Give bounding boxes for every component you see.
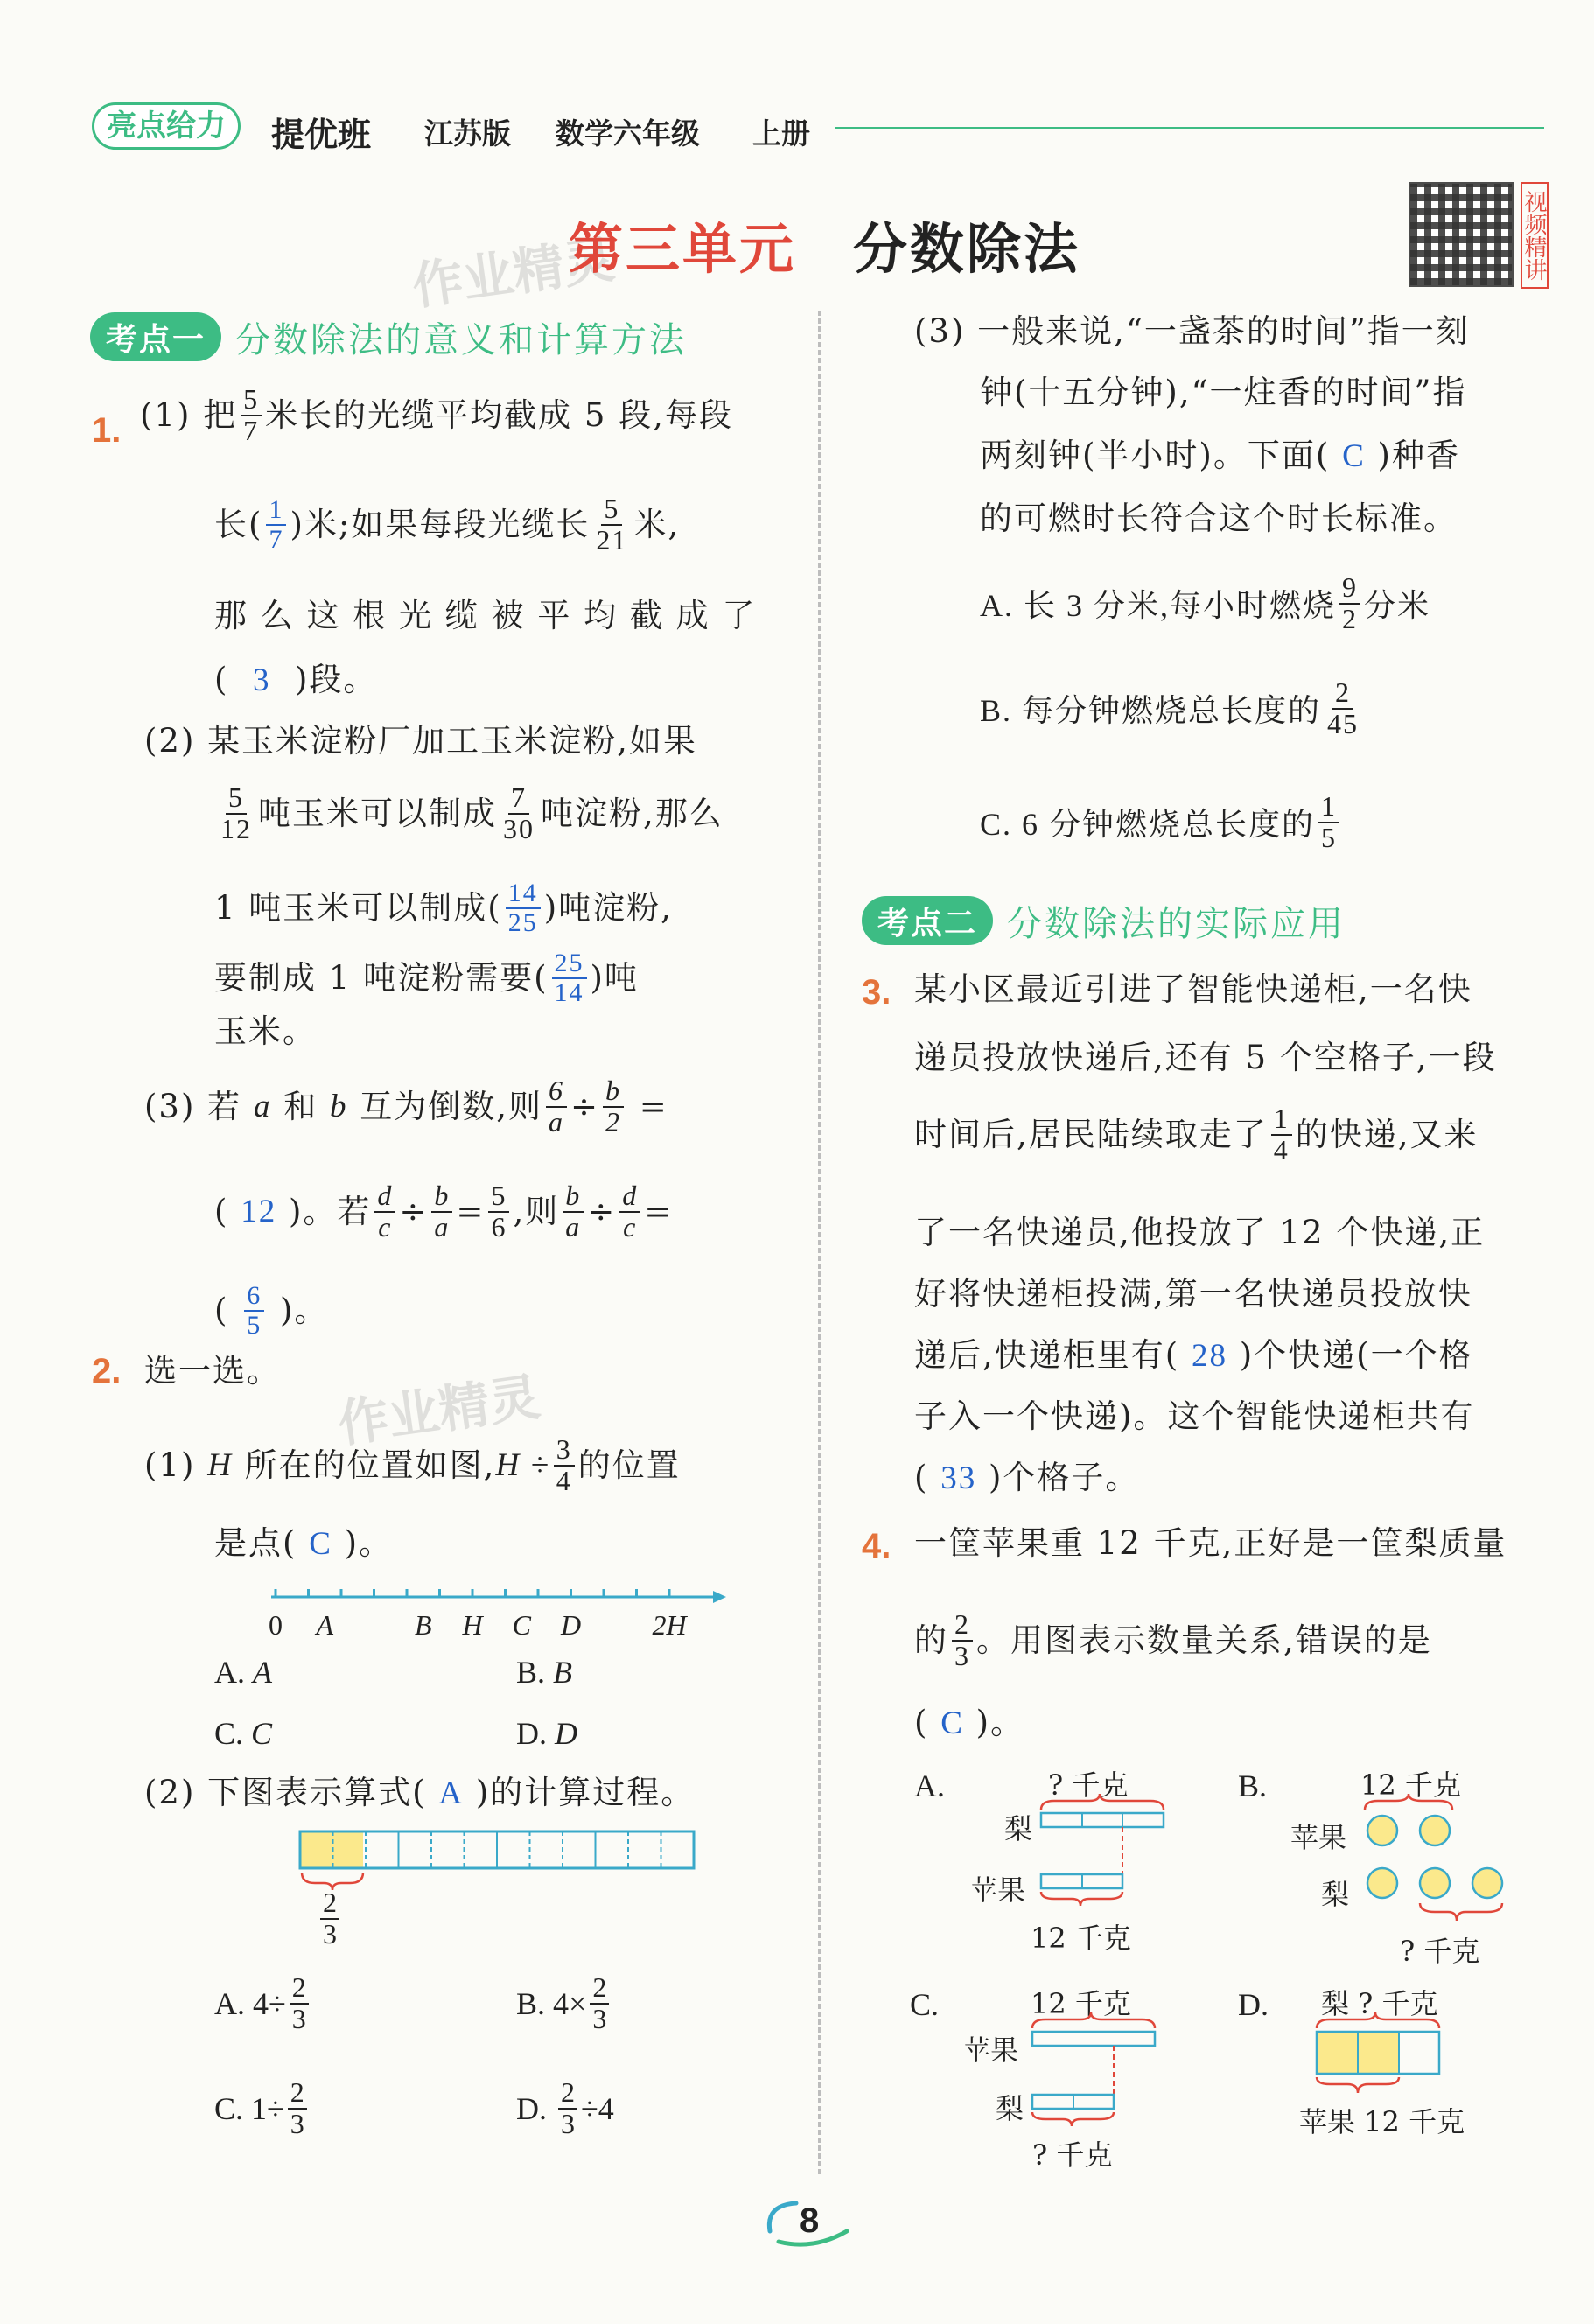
number-line-label: 0: [269, 1609, 283, 1641]
q1-p2-line1: (2) 某玉米淀粉厂加工玉米淀粉,如果: [144, 722, 697, 760]
q4-d-bottom: 苹果 12 千克: [1299, 2105, 1465, 2138]
q1r-line4: 的可燃时长符合这个时长标准。: [980, 500, 1458, 537]
watermark: 作业精灵: [334, 1368, 544, 1453]
header-brand: 提优班: [271, 117, 372, 154]
qr-code[interactable]: [1409, 182, 1514, 287]
header-edition: 江苏版: [424, 117, 511, 150]
q3-line2: 递员投放快递后,还有 5 个空格子,一段: [914, 1039, 1497, 1076]
kp1-title: 分数除法的意义和计算方法: [235, 320, 688, 360]
answer-fill: 33: [940, 1460, 977, 1496]
qr-label: 视频精讲: [1521, 182, 1549, 289]
q4-c-bottom: ? 千克: [1032, 2138, 1113, 2172]
q1r-line1: (3) 一般来说,“一盏茶的时间”指一刻: [914, 312, 1470, 350]
q2-option-b[interactable]: B. B: [516, 1655, 573, 1690]
q1r-option-b[interactable]: B. 每分钟燃烧总长度的 2 45: [980, 676, 1360, 739]
q2-p1-line1: (1) H 所在的位置如图, H ÷ $\frac{3}{4}$ 的位置: [144, 1433, 681, 1496]
number-line-label: B: [414, 1609, 432, 1641]
q2-title: 选一选。: [144, 1352, 281, 1390]
q1-p1-line1: (1) 把 5 7 米长的光缆平均截成 5 段,每段: [140, 383, 733, 446]
q4-option-b[interactable]: B.: [1238, 1768, 1268, 1803]
q2-2-option-d[interactable]: D. $\frac{2}{3}$ ÷4: [516, 2076, 614, 2139]
q3-line6: 递后,快递柜里有( 28 )个快递(一个格: [914, 1336, 1473, 1374]
q3-number: 3.: [862, 973, 891, 1012]
q1r-line2: 钟(十五分钟),“一炷香的时间”指: [980, 374, 1467, 411]
answer-fill: C: [1342, 438, 1366, 474]
q1-p1-line2: 长( 1 7 )米;如果每段光缆长 5 21 米,: [214, 493, 681, 556]
q1-p2-line5: 玉米。: [214, 1012, 317, 1050]
number-line-label: H: [462, 1609, 483, 1641]
answer-fill: C: [940, 1705, 964, 1741]
q4-b-r2: 梨: [1321, 1878, 1350, 1911]
kp2-heading: [862, 894, 1346, 947]
q1-p2-line4: 要制成 1 吨淀粉需要( 25 14 )吨: [214, 948, 639, 1007]
q3-line1: 某小区最近引进了智能快递柜,一名快: [914, 970, 1472, 1008]
header-logo: 亮点给力: [92, 102, 241, 150]
number-line-label: C: [512, 1609, 531, 1641]
answer-fill: 25 14: [552, 949, 587, 1006]
q4-d-top: 梨 ? 千克: [1321, 1987, 1438, 2020]
header-volume: 上册: [752, 117, 810, 150]
q4-a-diagram: [1037, 1794, 1177, 1908]
q3-line4: 了一名快递员,他投放了 12 个快递,正: [914, 1214, 1486, 1251]
q2-2-option-a[interactable]: A. 4÷ $\frac{2}{3}$: [214, 1973, 312, 2034]
q4-option-a[interactable]: A.: [914, 1768, 945, 1803]
q1-number: 1.: [92, 411, 122, 450]
answer-fill: 12: [241, 1194, 277, 1230]
q4-option-d[interactable]: D.: [1238, 1987, 1269, 2022]
q1-p2-line2: 5 12 吨玉米可以制成 7 30 吨淀粉,那么: [220, 781, 724, 844]
answer-fill: 28: [1191, 1338, 1227, 1374]
q4-c-diagram: [1028, 2012, 1168, 2135]
q4-number: 4.: [862, 1527, 891, 1565]
header: [92, 101, 1544, 153]
unit-name: 分数除法: [853, 217, 1081, 281]
number-line: [262, 1575, 735, 1654]
unit-title: 第三单元: [569, 217, 797, 281]
q4-c-r1: 苹果: [962, 2034, 1019, 2067]
q4-b-r1: 苹果: [1290, 1821, 1347, 1854]
q1r-line3: 两刻钟(半小时)。下面( C )种香: [980, 437, 1460, 474]
q1r-option-a[interactable]: A. 长 3 分米,每小时燃烧 9 2 分米: [980, 571, 1431, 634]
q4-a-bottom: 12 千克: [1031, 1922, 1131, 1955]
fraction-bar-label: $\frac{2}{3}$: [317, 1888, 343, 1949]
q1-p3-line3: ( 6 5 )。: [214, 1281, 329, 1340]
number-line-label: A: [316, 1609, 334, 1641]
kp1-heading: [90, 311, 687, 363]
answer-fill: 3: [252, 662, 271, 698]
answer-fill: 6 5: [244, 1282, 264, 1339]
q4-b-bottom: ? 千克: [1400, 1935, 1480, 1968]
q3-line3: 时间后,居民陆续取走了 1 4 的快递,又来: [914, 1102, 1479, 1166]
number-line-label: 2H: [652, 1609, 687, 1641]
answer-fill: 1 7: [266, 496, 286, 553]
answer-fill: 14 25: [506, 879, 541, 936]
watermark: 作业精灵: [409, 231, 619, 316]
q4-line1: 一筐苹果重 12 千克,正好是一筐梨质量: [914, 1524, 1507, 1562]
q3-line8: ( 33 )个格子。: [914, 1459, 1140, 1496]
q1-p1-line4: ( 3 )段。: [214, 661, 378, 698]
q4-line3: ( C )。: [914, 1704, 1025, 1741]
column-divider: [818, 311, 821, 2174]
q2-option-d[interactable]: D. D: [516, 1716, 577, 1751]
q2-p1-line2: 是点( C )。: [214, 1524, 394, 1562]
q4-b-diagram: [1360, 1794, 1518, 1934]
q1-p3-line1: (3) 若 a 和 b 互为倒数,则 $\frac{6}{a}$ ÷ $\frac{b}{2}$ =: [144, 1074, 668, 1138]
q3-line7: 子入一个快递)。这个智能快递柜共有: [914, 1397, 1475, 1435]
number-line-label: D: [560, 1609, 582, 1641]
q2-number: 2.: [92, 1352, 122, 1390]
fraction-bar: [297, 1829, 700, 1890]
q1-p2-line3: 1 吨玉米可以制成( 14 25 )吨淀粉,: [214, 878, 673, 937]
answer-fill: C: [309, 1526, 332, 1562]
q3-line5: 好将快递柜投满,第一名快递员投放快: [914, 1275, 1472, 1312]
q2-2-option-c[interactable]: C. 1÷ $\frac{2}{3}$: [214, 2078, 311, 2138]
q4-line2: 的 2 3 。用图表示数量关系,错误的是: [914, 1608, 1432, 1671]
header-rule: [835, 127, 1544, 129]
q4-a-r1: 梨: [1004, 1812, 1033, 1845]
q4-c-top: 12 千克: [1031, 1987, 1131, 2020]
q4-a-r2: 苹果: [969, 1873, 1026, 1907]
q4-d-diagram: [1312, 2012, 1452, 2100]
q1r-option-c[interactable]: C. 6 分钟燃烧总长度的 1 5: [980, 792, 1343, 852]
q2-option-a[interactable]: A. A: [214, 1655, 272, 1690]
q2-option-c[interactable]: C. C: [214, 1716, 273, 1751]
q2-p2-line1: (2) 下图表示算式( A )的计算过程。: [144, 1774, 696, 1811]
q1-p1-line3: 那 么 这 根 光 缆 被 平 均 截 成 了: [214, 597, 757, 634]
page-number: 8: [761, 2196, 857, 2249]
q4-c-r2: 梨: [996, 2092, 1024, 2125]
q2-2-option-b[interactable]: B. 4× $\frac{2}{3}$: [516, 1973, 612, 2034]
kp1-tag: 考点一: [90, 312, 221, 361]
kp2-tag: 考点二: [862, 896, 993, 945]
q4-option-c[interactable]: C.: [910, 1987, 940, 2022]
q4-a-top: ? 千克: [1048, 1768, 1129, 1802]
q1-p3-line2: ( 12 )。若 $\frac{d}{c}$ ÷ $\frac{b}{a}$ = $\frac{5}{6}$ ,则 $\frac{b}{a}$ ÷ $\frac{d}{c}$ =: [214, 1180, 674, 1242]
q4-b-top: 12 千克: [1360, 1768, 1461, 1802]
answer-fill: A: [438, 1775, 465, 1811]
kp2-title: 分数除法的实际应用: [1007, 904, 1346, 943]
header-subject: 数学六年级: [556, 117, 700, 150]
